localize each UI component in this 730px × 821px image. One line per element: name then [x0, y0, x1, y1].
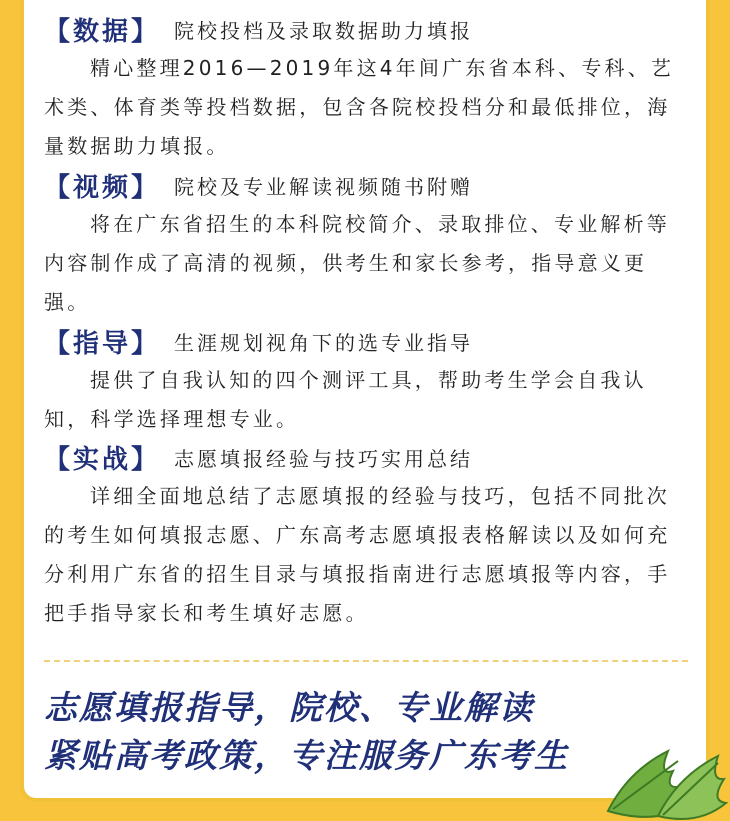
section-subtitle: 生涯规划视角下的选专业指导: [174, 330, 474, 355]
section-body: 精心整理2016—2019年这4年间广东省本科、专科、艺术类、体育类等投档数据，包含各院校投档分和最低排位，海量数据助力填报。: [44, 56, 675, 158]
section-subtitle: 院校投档及录取数据助力填报: [174, 18, 474, 43]
section-body: 详细全面地总结了志愿填报的经验与技巧，包括不同批次的考生如何填报志愿、广东高考志愿填报表格解读以及如何充分利用广东省的招生目录与填报指南进行志愿填报等内容，手把手指导家长和考生填好志愿。: [44, 484, 671, 625]
section-body: 将在广东省招生的本科院校简介、录取排位、专业解析等内容制作成了高清的视频，供考生和家长参考，指导意义更强。: [44, 212, 670, 314]
slogan-line-1: 志愿填报指导，院校、专业解读: [44, 688, 534, 727]
section-video: [44, 165, 694, 322]
palm-leaf-icon: [598, 731, 728, 821]
section-tag: 【实战】: [44, 444, 161, 475]
section-body: 提供了自我认知的四个测评工具，帮助考生学会自我认知，科学选择理想专业。: [44, 368, 647, 431]
section-guidance: [44, 321, 694, 439]
slogan-line-2: 紧贴高考政策，专注服务广东考生: [44, 736, 569, 775]
section-tag: 【指导】: [44, 328, 161, 359]
section-tag: 【视频】: [44, 172, 161, 203]
section-tag: 【数据】: [44, 16, 161, 47]
dashed-divider: [44, 660, 688, 662]
section-subtitle: 院校及专业解读视频随书附赠: [174, 174, 474, 199]
section-subtitle: 志愿填报经验与技巧实用总结: [174, 446, 474, 471]
section-data: [44, 9, 694, 166]
section-practice: [44, 437, 694, 633]
